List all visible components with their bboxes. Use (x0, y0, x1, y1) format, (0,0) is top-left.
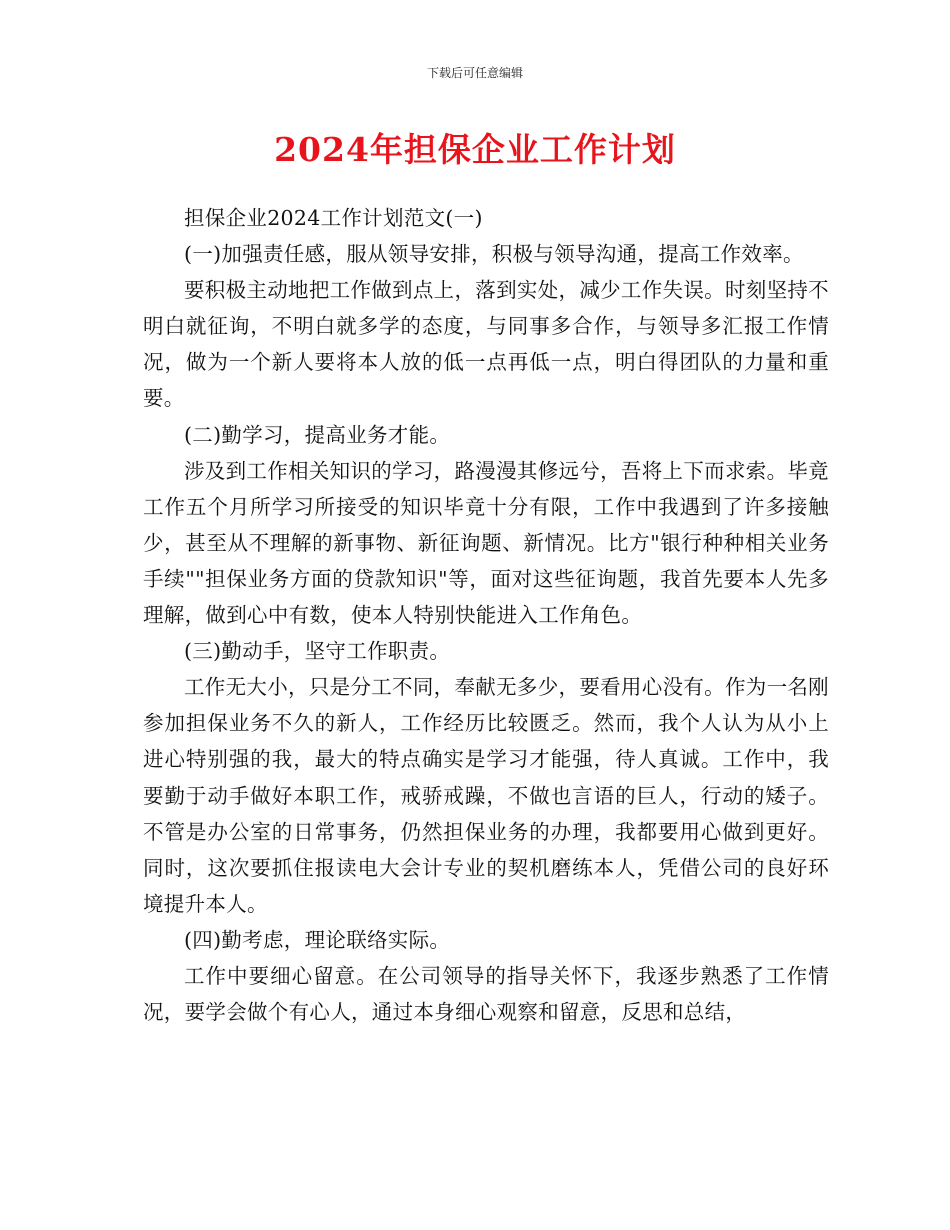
paragraph-subtitle: 担保企业2024工作计划范文(一) (184, 206, 483, 230)
paragraph-section-4-body: 工作中要细心留意。在公司领导的指导关怀下，我逐步熟悉了工作情况，要学会做个有心人，通过本身细心观察和留意，反思和总结， (143, 963, 829, 1025)
document-title: 2024年担保企业工作计划 (274, 130, 676, 169)
document-body (143, 200, 829, 1030)
header-note: 下载后可任意编辑 (426, 66, 523, 80)
paragraph-section-3-heading: (三)勤动手，坚守工作职责。 (184, 639, 451, 664)
paragraph-section-2-heading: (二)勤学习，提高业务才能。 (184, 422, 451, 447)
paragraph-section-3-body: 工作无大小，只是分工不同，奉献无多少，要看用心没有。作为一名刚参加担保业务不久的新人，工作经历比较匮乏。然而，我个人认为从小上进心特别强的我，最大的特点确实是学习才能强，待人真诚。工作中，我要勤于动手做好本职工作，戒骄戒躁，不做也言语的巨人，行动的矮子。不管是办公室的日常事务，仍然担保业务的办理，我都要用心做到更好。同时，这次要抓住报读电大会计专业的契机磨练本人，凭借公司的良好环境提升本人。 (143, 675, 829, 916)
paragraph-section-1-body: 要积极主动地把工作做到点上，落到实处，减少工作失误。时刻坚持不明白就征询，不明白就多学的态度，与同事多合作，与领导多汇报工作情况，做为一个新人要将本人放的低一点再低一点，明白得团队的力量和重要。 (143, 278, 829, 411)
paragraph-section-1-heading: (一)加强责任感，服从领导安排，积极与领导沟通，提高工作效率。 (184, 242, 804, 267)
paragraph-section-4-heading: (四)勤考虑，理论联络实际。 (184, 927, 451, 952)
paragraph-section-2-body: 涉及到工作相关知识的学习，路漫漫其修远兮，吾将上下而求索。毕竟工作五个月所学习所接受的知识毕竟十分有限，工作中我遇到了许多接触少，甚至从不理解的新事物、新征询题、新情况。比方"银行种种相关业务手续""担保业务方面的贷款知识"等，面对这些征询题，我首先要本人先多理解，做到心中有数，使本人特别快能进入工作角色。 (143, 458, 829, 628)
